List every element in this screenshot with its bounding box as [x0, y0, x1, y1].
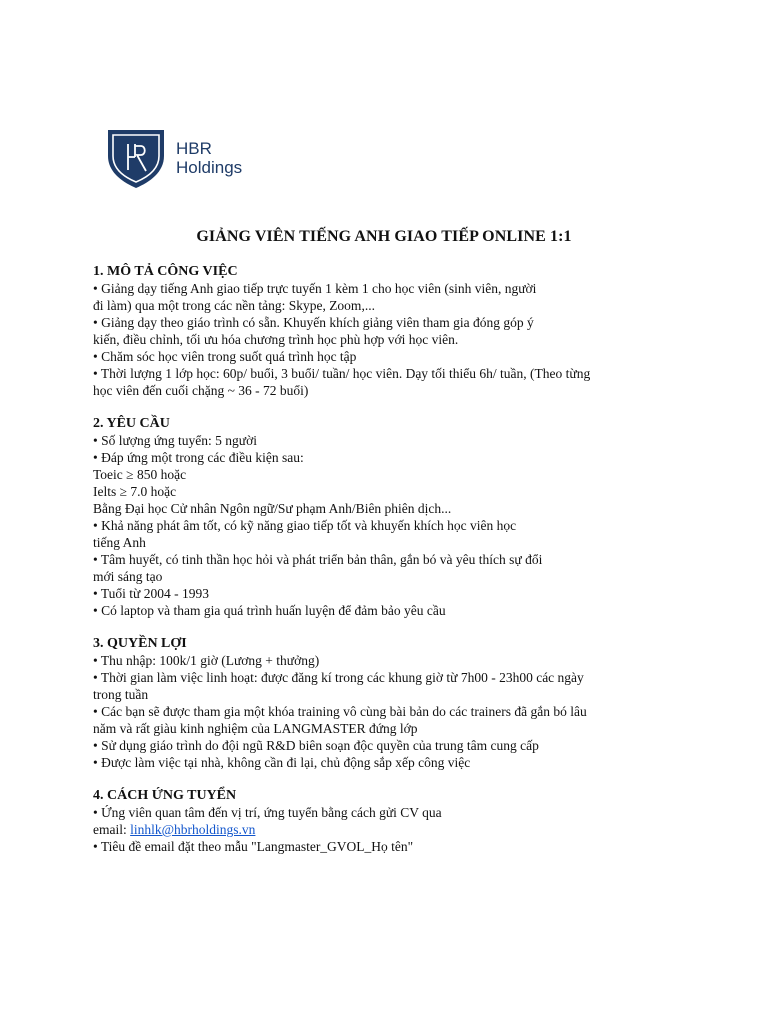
- text-line: trong tuần: [93, 687, 149, 702]
- text-line: năm và rất giàu kinh nghiệm của LANGMASTER đứng lớp: [93, 721, 418, 736]
- logo-line-2: Holdings: [176, 158, 243, 177]
- section-heading: 4. CÁCH ỨNG TUYỂN: [93, 788, 237, 803]
- hbr-shield-icon: [104, 126, 168, 190]
- section-requirements: [93, 415, 673, 619]
- text-line: Ielts ≥ 7.0 hoặc: [93, 484, 177, 499]
- text-line: • Các bạn sẽ được tham gia một khóa training vô cùng bài bản do các trainers đã gắn bó lâu: [93, 704, 587, 719]
- text-line: • Có laptop và tham gia quá trình huấn luyện để đảm bảo yêu cầu: [93, 603, 446, 618]
- text-line: mới sáng tạo: [93, 569, 163, 584]
- document-body: [93, 263, 673, 871]
- text-line: • Giảng dạy theo giáo trình có sẵn. Khuyến khích giảng viên tham gia đóng góp ý: [93, 315, 534, 330]
- text-line: • Số lượng ứng tuyển: 5 người: [93, 433, 257, 448]
- text-line: • Khả năng phát âm tốt, có kỹ năng giao tiếp tốt và khuyến khích học viên học: [93, 518, 517, 533]
- text-line: • Thời gian làm việc linh hoạt: được đăng kí trong các khung giờ từ 7h00 - 23h00 các ngày: [93, 670, 584, 685]
- text-line: • Tuổi từ 2004 - 1993: [93, 586, 209, 601]
- section-benefits: [93, 635, 673, 771]
- text-line: • Tiêu đề email đặt theo mẫu "Langmaster_GVOL_Họ tên": [93, 839, 414, 854]
- logo-wordmark: [176, 139, 242, 177]
- section-heading: 2. YÊU CẦU: [93, 416, 170, 431]
- text-line: • Được làm việc tại nhà, không cần đi lại, chủ động sắp xếp công việc: [93, 755, 471, 770]
- text-line: kiến, điều chỉnh, tối ưu hóa chương trình học phù hợp với học viên.: [93, 332, 459, 347]
- logo-line-1: HBR: [176, 139, 212, 158]
- text-line: • Chăm sóc học viên trong suốt quá trình học tập: [93, 349, 357, 364]
- text-line: Bằng Đại học Cử nhân Ngôn ngữ/Sư phạm Anh/Biên phiên dịch...: [93, 501, 452, 516]
- email-prefix: email:: [93, 822, 131, 837]
- text-line: • Đáp ứng một trong các điều kiện sau:: [93, 450, 304, 465]
- text-line: • Ứng viên quan tâm đến vị trí, ứng tuyển bằng cách gửi CV qua: [93, 805, 442, 820]
- text-line: đi làm) qua một trong các nền tảng: Skype, Zoom,...: [93, 298, 375, 313]
- section-job-description: [93, 263, 673, 399]
- text-line: • Thời lượng 1 lớp học: 60p/ buổi, 3 buổi/ tuần/ học viên. Dạy tối thiểu 6h/ tuần, (Theo từng: [93, 366, 591, 381]
- text-line: • Tâm huyết, có tinh thần học hỏi và phát triển bản thân, gắn bó và yêu thích sự đổi: [93, 552, 543, 567]
- section-how-to-apply: [93, 787, 673, 855]
- text-line: tiếng Anh: [93, 535, 146, 550]
- section-heading: 1. MÔ TẢ CÔNG VIỆC: [93, 264, 238, 279]
- text-line: • Sử dụng giáo trình do đội ngũ R&D biên soạn độc quyền của trung tâm cung cấp: [93, 738, 539, 753]
- text-line: học viên đến cuối chặng ~ 36 - 72 buổi): [93, 383, 309, 398]
- email-line: [93, 821, 673, 838]
- email-link[interactable]: linhlk@hbrholdings.vn: [130, 822, 256, 837]
- text-line: • Giảng dạy tiếng Anh giao tiếp trực tuyến 1 kèm 1 cho học viên (sinh viên, người: [93, 281, 537, 296]
- text-line: • Thu nhập: 100k/1 giờ (Lương + thưởng): [93, 653, 320, 668]
- page-title: GIẢNG VIÊN TIẾNG ANH GIAO TIẾP ONLINE 1:1: [196, 228, 572, 245]
- text-line: Toeic ≥ 850 hoặc: [93, 467, 187, 482]
- section-heading: 3. QUYỀN LỢI: [93, 636, 187, 651]
- company-logo: [104, 126, 242, 190]
